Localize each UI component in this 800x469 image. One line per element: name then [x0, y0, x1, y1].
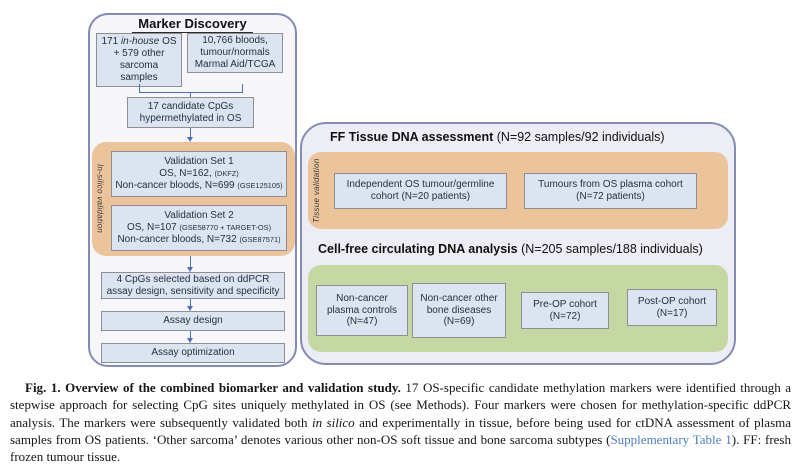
inhouse-samples-box [96, 33, 182, 87]
marker-discovery-title-wrap [88, 15, 297, 33]
tissue-validation-side-label: Tissue validation [312, 158, 321, 223]
pre-op-cohort-box: Pre-OP cohort (N=72) [521, 292, 609, 329]
down-arrow-1 [190, 128, 191, 137]
noncancer-plasma-controls-box: Non-cancer plasma controls (N=47) [316, 285, 408, 336]
candidate-cpgs-box: 17 candidate CpGs hypermethylated in OS [127, 97, 254, 128]
cpg-selection-box: 4 CpGs selected based on ddPCR assay design, sensitivity and specificity [101, 272, 285, 299]
noncancer-bone-diseases-box: Non-cancer other bone diseases (N=69) [412, 283, 506, 338]
figure-caption [10, 379, 791, 465]
assay-design-box: Assay design [101, 311, 285, 331]
down-arrow-4 [190, 331, 191, 338]
inhouse-text-italic: in-house [120, 36, 160, 48]
vset1-blood-source: (GSE125105) [237, 180, 283, 190]
validation-set-1-box [111, 151, 287, 197]
cfdna-header-rest: (N=205 samples/188 individuals) [517, 242, 703, 256]
merge-connector [139, 84, 243, 93]
caption-text-2: and experimentally in tissue, before being used for ctDNA assessment of plasma samples from OS patients. ‘Other sarcoma’ denotes various other non-OS soft tissue and bone sarcoma subtypes ( [10, 414, 792, 447]
vset2-title: Validation Set 2 [164, 210, 234, 222]
tumours-plasma-cohort-box: Tumours from OS plasma cohort (N=72 patients) [524, 173, 697, 209]
assay-optimization-box: Assay optimization [101, 343, 285, 363]
ff-tissue-header-rest: (N=92 samples/92 individuals) [493, 130, 665, 144]
public-bloods-box: 10,766 bloods, tumour/normals Marmal Aid/TCGA [187, 33, 283, 73]
vset2-os-source: (GSE58770 + TARGET-OS) [179, 223, 272, 233]
validation-set-2-box [111, 205, 287, 251]
independent-os-cohort-box: Independent OS tumour/germline cohort (N=20 patients) [334, 173, 507, 209]
vset1-blood-count: Non-cancer bloods, N=699 [115, 179, 238, 191]
cfdna-header-bold: Cell-free circulating DNA analysis [318, 242, 518, 256]
cfdna-header [318, 242, 703, 256]
ff-tissue-header [330, 130, 665, 144]
vset1-title: Validation Set 1 [164, 156, 234, 168]
marker-discovery-title: Marker Discovery [132, 16, 252, 33]
vset1-os-count: OS, N=162, [159, 168, 215, 180]
vset2-blood-source: (GSE87571) [239, 234, 281, 244]
inhouse-text-pre: 171 [101, 36, 121, 48]
vset2-os-count: OS, N=107 [126, 222, 180, 234]
down-arrow-3 [190, 299, 191, 306]
vset1-os-source: (DKFZ) [214, 169, 239, 179]
post-op-cohort-box: Post-OP cohort (N=17) [627, 289, 717, 326]
caption-bold-title: Fig. 1. Overview of the combined biomarker and validation study. [25, 380, 401, 395]
vset2-blood-count: Non-cancer bloods, N=732 [117, 233, 240, 245]
caption-italic-insilico: in silico [311, 414, 355, 430]
caption-text-3: ). FF: fresh frozen tumour tissue. [10, 431, 791, 465]
down-arrow-2 [190, 256, 191, 267]
caption-text-1: 17 OS-specific candidate methylation markers were identified through a stepwise approach for selecting CpG sites uniquely methylated in OS (see Methods). Four markers were chosen for methylation-specific ddPCR analysis. The markers were subsequently validated both [10, 380, 791, 430]
supplementary-table-link[interactable]: Supplementary Table 1 [610, 431, 732, 447]
inhouse-text-post: OS + 579 other sarcoma samples [113, 36, 177, 83]
insilico-validation-side-label: In-silico validation [95, 164, 105, 234]
ff-tissue-header-bold: FF Tissue DNA assessment [330, 130, 494, 144]
